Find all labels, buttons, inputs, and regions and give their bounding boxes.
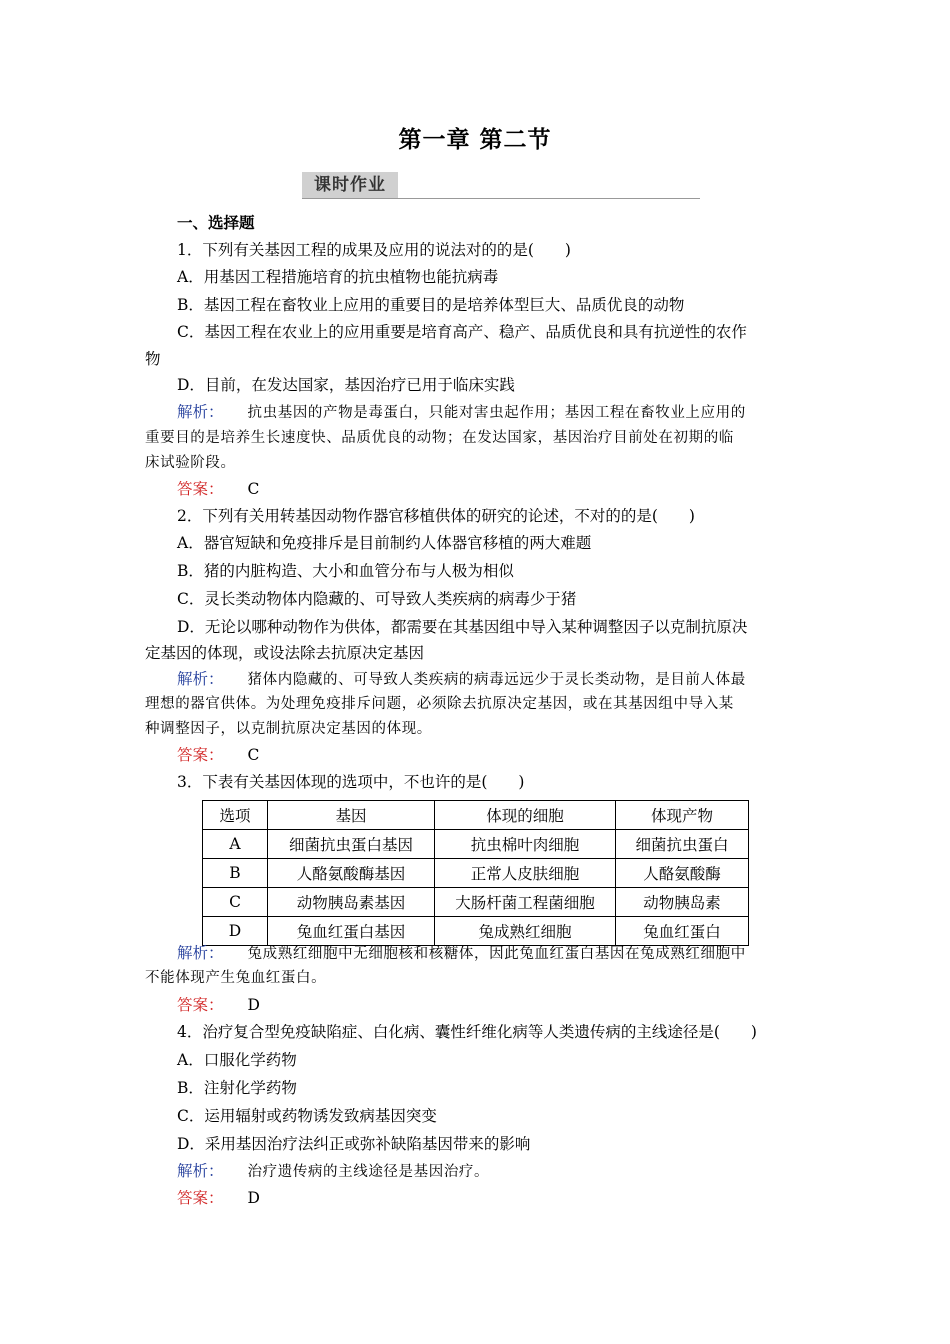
table-row <box>203 888 749 917</box>
q1-option-d: D．目前，在发达国家，基因治疗已用于临床实践 <box>177 376 515 394</box>
q1-answer-value: C <box>247 480 260 498</box>
gene-expression-table <box>202 800 749 946</box>
explain-label: 解析： <box>177 1162 224 1180</box>
q2-explanation <box>177 669 807 690</box>
table-cell: A <box>203 830 268 859</box>
q3-explanation-cont: 不能体现产生兔血红蛋白。 <box>145 970 327 986</box>
explain-label: 解析： <box>177 670 224 688</box>
answer-label: 答案： <box>177 480 224 498</box>
table-cell: C <box>203 888 268 917</box>
answer-label: 答案： <box>177 996 224 1014</box>
q2-explanation-cont2: 种调整因子，以克制抗原决定基因的体现。 <box>145 721 432 737</box>
table-cell: D <box>203 917 268 946</box>
q3-explanation <box>177 943 807 964</box>
answer-label: 答案： <box>177 1189 224 1207</box>
q4-option-a: A．口服化学药物 <box>177 1051 297 1069</box>
table-cell: 人酪氨酸酶 <box>616 859 749 888</box>
table-cell: 大肠杆菌工程菌细胞 <box>435 888 616 917</box>
table-row <box>203 917 749 946</box>
explain-label: 解析： <box>177 403 224 421</box>
q2-option-b: B．猪的内脏构造、大小和血管分布与人极为相似 <box>177 562 514 580</box>
q1-explanation <box>177 402 807 423</box>
table-row <box>203 859 749 888</box>
q1-explanation-cont: 重要目的是培养生长速度快、品质优良的动物；在发达国家，基因治疗目前处在初期的临 <box>145 430 734 446</box>
table-cell: 细菌抗虫蛋白基因 <box>268 830 435 859</box>
q1-option-b: B．基因工程在畜牧业上应用的重要目的是培养体型巨大、品质优良的动物 <box>177 296 685 314</box>
table-cell: 抗虫棉叶肉细胞 <box>435 830 616 859</box>
q1-option-c-cont: 物 <box>145 350 161 368</box>
q2-option-c: C．灵长类动物体内隐藏的、可导致人类疾病的病毒少于猪 <box>177 590 577 608</box>
table-header: 体现产物 <box>616 801 749 830</box>
q2-option-a: A．器官短缺和免疫排斥是目前制约人体器官移植的两大难题 <box>177 534 592 552</box>
q3-answer-value: D <box>247 996 260 1014</box>
homework-banner: 课时作业 <box>302 172 398 198</box>
table-header: 体现的细胞 <box>435 801 616 830</box>
q4-explanation <box>177 1161 807 1182</box>
table-cell: 兔血红蛋白基因 <box>268 917 435 946</box>
table-cell: 兔成熟红细胞 <box>435 917 616 946</box>
q2-option-d-cont: 定基因的体现，或设法除去抗原决定基因 <box>145 644 425 662</box>
q3-answer <box>177 995 807 1015</box>
explain-label: 解析： <box>177 944 224 962</box>
q2-explanation-text: 猪体内隐藏的、可导致人类疾病的病毒远远少于灵长类动物，是目前人体最 <box>247 672 746 688</box>
q3-explanation-text: 兔成熟红细胞中无细胞核和核糖体，因此兔血红蛋白基因在兔成熟红细胞中 <box>247 946 746 962</box>
q2-answer-value: C <box>247 746 260 764</box>
answer-label: 答案： <box>177 746 224 764</box>
table-cell: 细菌抗虫蛋白 <box>616 830 749 859</box>
q1-stem: 1．下列有关基因工程的成果及应用的说法对的的是( ) <box>177 241 571 259</box>
q2-answer <box>177 745 807 765</box>
banner-divider <box>302 198 700 199</box>
table-cell: 人酪氨酸酶基因 <box>268 859 435 888</box>
q1-explanation-text: 抗虫基因的产物是毒蛋白，只能对害虫起作用；基因工程在畜牧业上应用的 <box>247 405 746 421</box>
q2-explanation-cont: 理想的器官供体。为处理免疫排斥问题，必须除去抗原决定基因，或在其基因组中导入某 <box>145 696 734 712</box>
q4-answer <box>177 1188 807 1208</box>
table-header: 选项 <box>203 801 268 830</box>
q4-option-b: B．注射化学药物 <box>177 1079 297 1097</box>
q4-explanation-text: 治疗遗传病的主线途径是基因治疗。 <box>247 1164 490 1180</box>
table-cell: B <box>203 859 268 888</box>
q4-option-d: D．采用基因治疗法纠正或弥补缺陷基因带来的影响 <box>177 1135 531 1153</box>
table-header: 基因 <box>268 801 435 830</box>
q4-stem: 4．治疗复合型免疫缺陷症、白化病、囊性纤维化病等人类遗传病的主线途径是( ) <box>177 1023 757 1041</box>
table-row <box>203 830 749 859</box>
table-header-row <box>203 801 749 830</box>
table-cell: 动物胰岛素 <box>616 888 749 917</box>
q3-stem: 3．下表有关基因体现的选项中，不也许的是( ) <box>177 773 525 791</box>
page-title: 第一章 第二节 <box>398 127 552 153</box>
q2-stem: 2．下列有关用转基因动物作器官移植供体的研究的论述，不对的的是( ) <box>177 507 695 525</box>
q1-answer <box>177 479 807 499</box>
table-cell: 动物胰岛素基因 <box>268 888 435 917</box>
table-cell: 兔血红蛋白 <box>616 917 749 946</box>
q4-option-c: C．运用辐射或药物诱发致病基因突变 <box>177 1107 437 1125</box>
section-heading: 一、选择题 <box>177 214 255 232</box>
q1-option-a: A．用基因工程措施培育的抗虫植物也能抗病毒 <box>177 268 499 286</box>
q1-explanation-cont2: 床试验阶段。 <box>145 455 236 471</box>
table-cell: 正常人皮肤细胞 <box>435 859 616 888</box>
q4-answer-value: D <box>247 1189 260 1207</box>
q2-option-d: D．无论以哪种动物作为供体，都需要在其基因组中导入某种调整因子以克制抗原决 <box>177 618 748 636</box>
q1-option-c: C．基因工程在农业上的应用重要是培育高产、稳产、品质优良和具有抗逆性的农作 <box>177 323 747 341</box>
